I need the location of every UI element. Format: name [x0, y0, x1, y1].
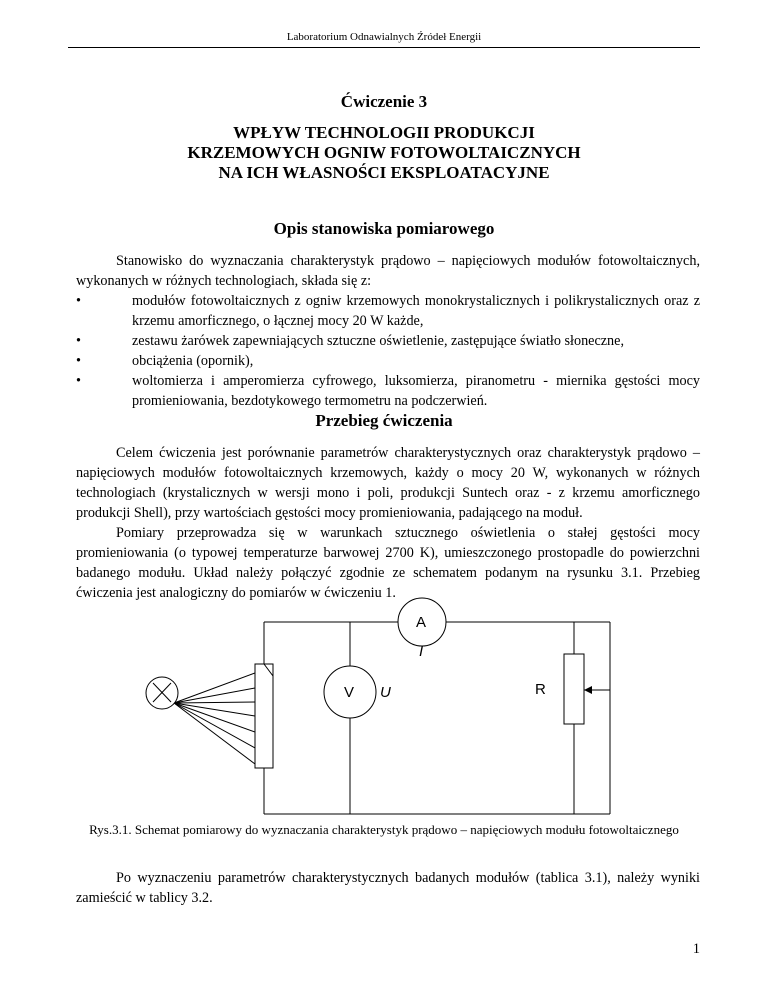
light-ray	[174, 702, 255, 703]
setup-intro: Stanowisko do wyznaczania charakterystyk prądowo – napięciowych modułów fotowoltaicznych, wykonanych w różnych technologiach, składa się z:	[76, 253, 700, 289]
resistor-slider-arrow	[584, 686, 592, 694]
main-title-line: KRZEMOWYCH OGNIW FOTOWOLTAICZNYCH	[187, 143, 581, 162]
light-ray	[174, 673, 255, 703]
procedure-paragraph-2: Pomiary przeprowadza się w warunkach sztucznego oświetlenia o stałej gęstości mocy promieniowania (o typowej temperaturze barwowej 2700 K), umieszczonego prostopadle do powierzchni badanego modułu. Układ należy połączyć zgodnie ze schematem podanym na rysunku 3.1. Przebieg ćwiczenia jest analogiczny do pomiarów w ćwiczeniu 1.	[76, 525, 700, 601]
voltage-label: U	[380, 684, 391, 701]
list-item: • zestawu żarówek zapewniających sztuczne oświetlenie, zastępujące światło słoneczne,	[76, 333, 624, 349]
page-header: Laboratorium Odnawialnych Źródeł Energii	[68, 31, 700, 48]
main-title-line: NA ICH WŁASNOŚCI EKSPLOATACYJNE	[218, 163, 550, 182]
list-item: • woltomierza i amperomierza cyfrowego, luksomierza, piranometru - miernika gęstości mocy promieniowania, bezdotykowego termometru na podczerwień.	[76, 373, 700, 409]
closing-paragraph: Po wyznaczeniu parametrów charakterystycznych badanych modułów (tablica 3.1), należy wyniki zamieścić w tablicy 3.2.	[76, 870, 700, 906]
resistor-icon	[564, 654, 584, 724]
ammeter-label: A	[416, 614, 427, 631]
section-heading-procedure: Przebieg ćwiczenia	[315, 411, 453, 430]
page-number: 1	[692, 941, 700, 957]
bullet: •	[76, 333, 81, 349]
pv-module	[255, 664, 273, 768]
light-ray	[174, 703, 255, 764]
bullet: •	[76, 353, 81, 369]
figure-caption: Rys.3.1. Schemat pomiarowy do wyznaczania charakterystyk prądowo – napięciowych modułu fotowoltaicznego	[89, 822, 679, 837]
light-ray	[174, 703, 255, 732]
bullet: •	[76, 293, 81, 309]
list-item: • modułów fotowoltaicznych z ogniw krzemowych monokrystalicznych i polikrystalicznych oraz z krzemu amorficznego, o łącznej mocy 20 W każde,	[76, 293, 700, 329]
pv-module-stripe	[264, 664, 273, 676]
section-heading-setup: Opis stanowiska pomiarowego	[273, 219, 495, 238]
procedure-paragraph-1: Celem ćwiczenia jest porównanie parametrów charakterystycznych oraz charakterystyk prądowo – napięciowych modułów fotowoltaicznych krzemowych, każdy o mocy 20 W, wykonanych w różnych technologiach (krystalicznych w wersji mono i poli, produkcji Suntech oraz - z krzemu amorficznego produkcji Shell), przy wartościach gęstości mocy promieniowania, padającego na moduł.	[76, 445, 700, 521]
light-ray	[174, 688, 255, 703]
voltmeter-label: V	[344, 684, 355, 701]
bullet: •	[76, 373, 81, 389]
list-item: • obciążenia (opornik),	[76, 353, 254, 369]
resistor-label: R	[535, 681, 546, 698]
main-title-line: WPŁYW TECHNOLOGII PRODUKCJI	[233, 123, 535, 142]
current-label: I	[419, 643, 424, 660]
exercise-title: Ćwiczenie 3	[340, 92, 428, 111]
